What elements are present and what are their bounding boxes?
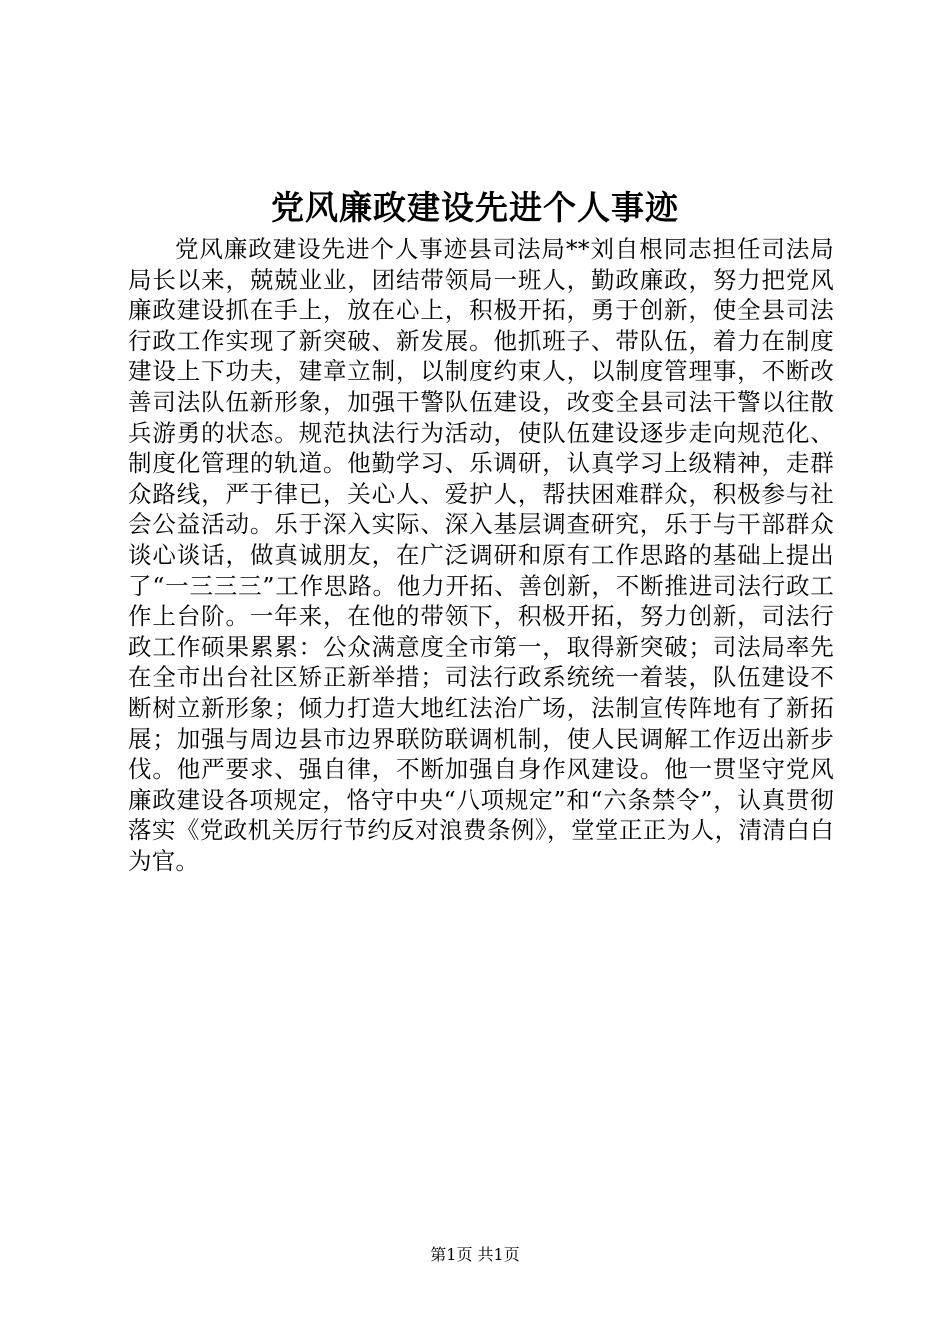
document-body-paragraph: 党风廉政建设先进个人事迹县司法局**刘自根同志担任司法局局长以来，兢兢业业，团结带领局一班人，勤政廉政，努力把党风廉政建设抓在手上，放在心上，积极开拓，勇于创新，使全县司法行政工作实现了新突破、新发展。他抓班子、带队伍，着力在制度建设上下功夫，建章立制，以制度约束人，以制度管理事，不断改善司法队伍新形象，加强干警队伍建设，改变全县司法干警以往散兵游勇的状态。规范执法行为活动，使队伍建设逐步走向规范化、制度化管理的轨道。他勤学习、乐调研，认真学习上级精神，走群众路线，严于律已，关心人、爱护人，帮扶困难群众，积极参与社会公益活动。乐于深入实际、深入基层调查研究，乐于与干部群众谈心谈话，做真诚朋友，在广泛调研和原有工作思路的基础上提出了“一三三三”工作思路。他力开拓、善创新，不断推进司法行政工作上台阶。一年来，在他的带领下，积极开拓，努力创新，司法行政工作硕果累累：公众满意度全市第一，取得新突破；司法局率先在全市出台社区矫正新举措；司法行政系统统一着装，队伍建设不断树立新形象；倾力打造大地红法治广场，法制宣传阵地有了新拓展；加强与周边县市边界联防联调机制，使人民调解工作迈出新步伐。他严要求、强自律，不断加强自身作风建设。他一贯坚守党风廉政建设各项规定，恪守中央“八项规定”和“六条禁令”，认真贯彻落实《党政机关厉行节约反对浪费条例》，堂堂正正为人，清清白白为官。: [128, 235, 834, 875]
document-title: 党风廉政建设先进个人事迹: [271, 188, 679, 227]
page-number-footer: 第1页 共1页: [430, 1245, 520, 1264]
